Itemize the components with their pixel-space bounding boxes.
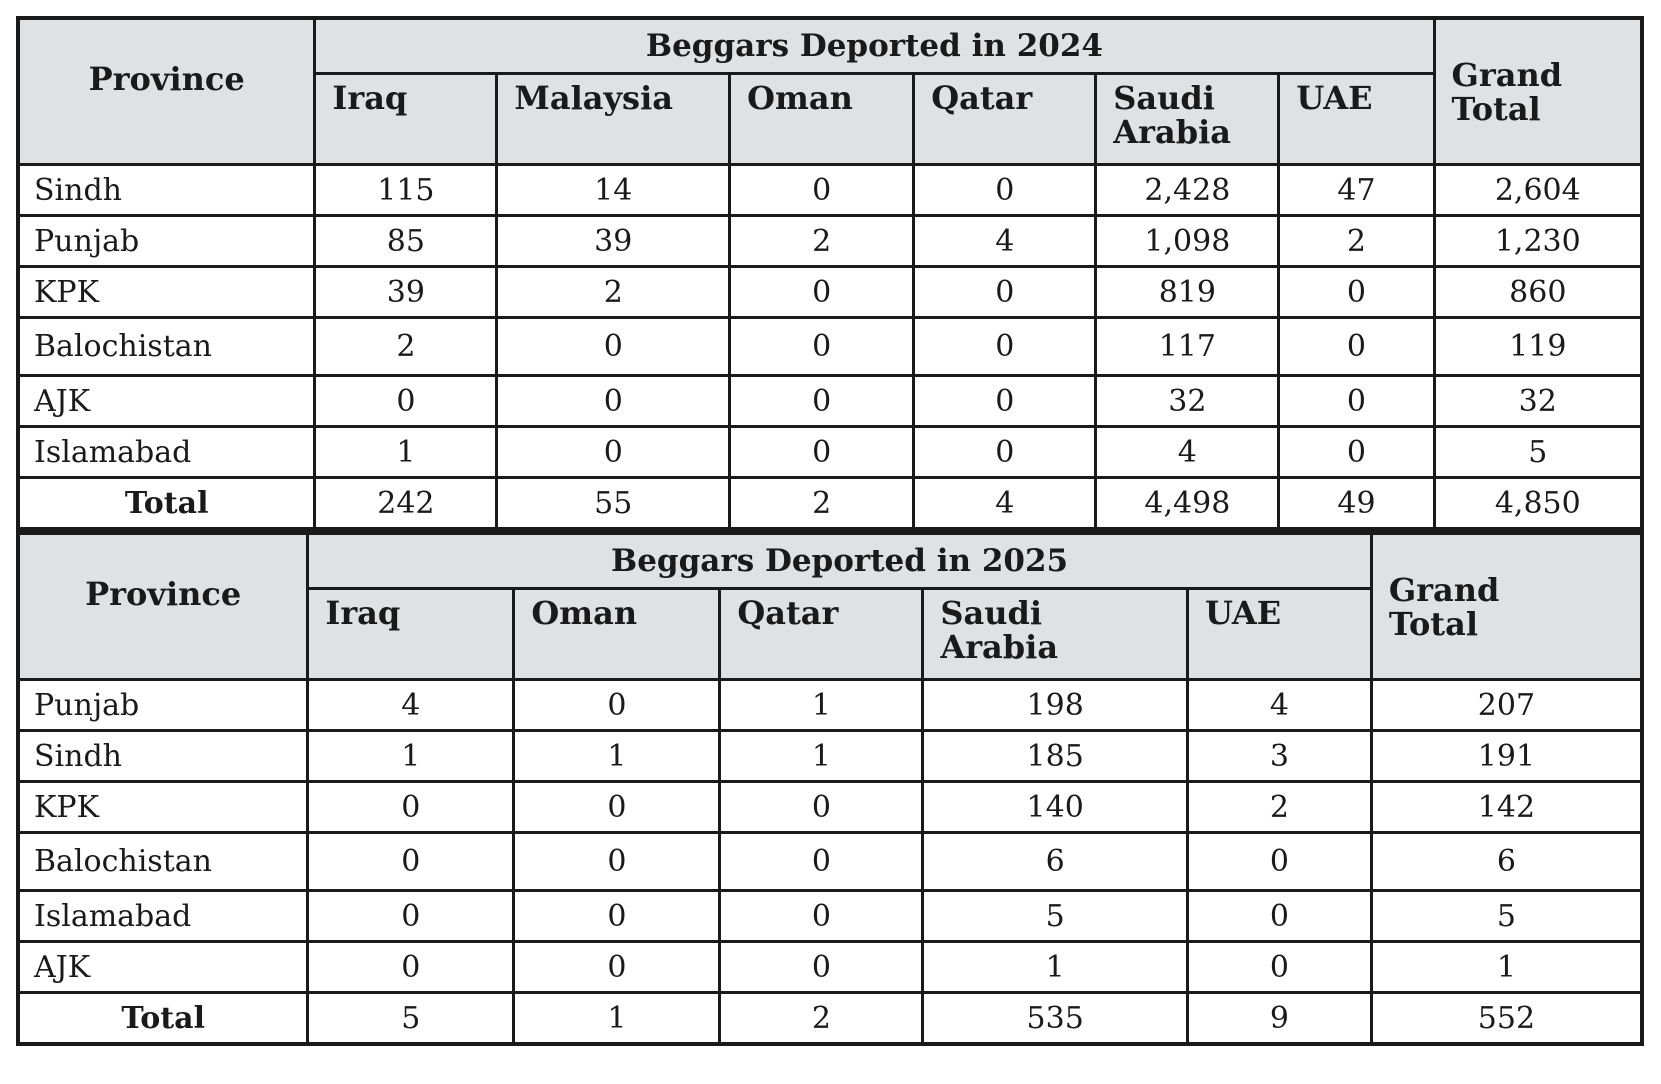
- value-cell: 4: [1187, 680, 1371, 731]
- value-cell: 0: [514, 891, 720, 942]
- column-header-line1: UAE: [1296, 79, 1373, 117]
- column-header-line1: Saudi: [1113, 79, 1215, 117]
- value-cell: 0: [514, 833, 720, 891]
- table-row: [18, 680, 1642, 731]
- column-header-line1: Qatar: [931, 79, 1033, 117]
- column-header-line1: Iraq: [325, 594, 401, 632]
- value-cell: 0: [914, 376, 1096, 427]
- value-cell: 47: [1279, 165, 1434, 216]
- grand-total-cell: 6: [1371, 833, 1642, 891]
- table-row: [18, 782, 1642, 833]
- province-cell: KPK: [18, 782, 308, 833]
- total-cell: 2: [730, 478, 914, 530]
- column-header-line1: Oman: [747, 79, 853, 117]
- column-header-line2: Arabia: [1113, 113, 1231, 151]
- tables-container: [16, 16, 1644, 1046]
- value-cell: 0: [720, 782, 923, 833]
- table-row: [18, 731, 1642, 782]
- grand-total-cell: 191: [1371, 731, 1642, 782]
- grand-total-cell: 4,850: [1434, 478, 1642, 530]
- value-cell: 1: [308, 731, 514, 782]
- grand-total-cell: 119: [1434, 318, 1642, 376]
- value-cell: 0: [730, 376, 914, 427]
- value-cell: 0: [514, 782, 720, 833]
- column-header: [514, 589, 720, 680]
- grand-total-cell: 5: [1434, 427, 1642, 478]
- total-row: [18, 478, 1642, 530]
- total-cell: 9: [1187, 993, 1371, 1045]
- province-cell: Punjab: [18, 680, 308, 731]
- total-label: Total: [18, 993, 308, 1045]
- column-header-line1: Qatar: [737, 594, 839, 632]
- value-cell: 4: [914, 216, 1096, 267]
- total-cell: 535: [923, 993, 1188, 1045]
- group-title-2024: Beggars Deported in 2024: [315, 18, 1434, 74]
- value-cell: 0: [914, 165, 1096, 216]
- table-row: [18, 891, 1642, 942]
- column-header-line1: Oman: [531, 594, 638, 632]
- value-cell: 2: [730, 216, 914, 267]
- value-cell: 1: [923, 942, 1188, 993]
- grand-total-header: [1434, 18, 1642, 165]
- value-cell: 0: [1279, 427, 1434, 478]
- province-cell: Islamabad: [18, 891, 308, 942]
- value-cell: 3: [1187, 731, 1371, 782]
- value-cell: 0: [308, 782, 514, 833]
- value-cell: 0: [720, 942, 923, 993]
- province-cell: Sindh: [18, 731, 308, 782]
- value-cell: 0: [914, 427, 1096, 478]
- value-cell: 117: [1096, 318, 1279, 376]
- value-cell: 14: [497, 165, 730, 216]
- grand-total-cell: 1: [1371, 942, 1642, 993]
- value-cell: 0: [1279, 318, 1434, 376]
- grand-total-header-line1: Grand: [1451, 55, 1563, 94]
- grand-total-cell: 32: [1434, 376, 1642, 427]
- total-cell: 4: [914, 478, 1096, 530]
- table-row: [18, 833, 1642, 891]
- column-header-line1: UAE: [1204, 594, 1282, 632]
- value-cell: 198: [923, 680, 1188, 731]
- province-cell: Balochistan: [18, 318, 315, 376]
- group-title-2025: Beggars Deported in 2025: [308, 533, 1371, 589]
- table-2025: [16, 531, 1644, 1046]
- table-row: [18, 376, 1642, 427]
- total-cell: 1: [514, 993, 720, 1045]
- table-row: [18, 427, 1642, 478]
- province-cell: Balochistan: [18, 833, 308, 891]
- value-cell: 0: [1187, 942, 1371, 993]
- value-cell: 85: [315, 216, 497, 267]
- column-header: [1279, 74, 1434, 165]
- value-cell: 0: [730, 318, 914, 376]
- table-2024-header-row-1: [18, 18, 1642, 74]
- value-cell: 1: [315, 427, 497, 478]
- value-cell: 0: [308, 942, 514, 993]
- value-cell: 0: [514, 680, 720, 731]
- value-cell: 2: [1187, 782, 1371, 833]
- column-header: [308, 589, 514, 680]
- total-cell: 5: [308, 993, 514, 1045]
- value-cell: 0: [1187, 833, 1371, 891]
- total-cell: 2: [720, 993, 923, 1045]
- column-header: [914, 74, 1096, 165]
- value-cell: 0: [308, 891, 514, 942]
- province-cell: Islamabad: [18, 427, 315, 478]
- grand-total-cell: 2,604: [1434, 165, 1642, 216]
- table-2025-header-row-1: [18, 533, 1642, 589]
- value-cell: 6: [923, 833, 1188, 891]
- total-row: [18, 993, 1642, 1045]
- value-cell: 0: [308, 833, 514, 891]
- value-cell: 0: [315, 376, 497, 427]
- table-row: [18, 165, 1642, 216]
- province-cell: Sindh: [18, 165, 315, 216]
- total-cell: 4,498: [1096, 478, 1279, 530]
- value-cell: 4: [1096, 427, 1279, 478]
- grand-total-header-line2: Total: [1388, 604, 1478, 643]
- grand-total-cell: 207: [1371, 680, 1642, 731]
- column-header: [730, 74, 914, 165]
- value-cell: 0: [720, 833, 923, 891]
- column-header-line2: Arabia: [940, 628, 1059, 666]
- value-cell: 5: [923, 891, 1188, 942]
- column-header: [720, 589, 923, 680]
- value-cell: 2: [315, 318, 497, 376]
- value-cell: 0: [914, 318, 1096, 376]
- province-cell: AJK: [18, 942, 308, 993]
- column-header: [497, 74, 730, 165]
- table-row: [18, 942, 1642, 993]
- value-cell: 0: [514, 942, 720, 993]
- value-cell: 0: [1279, 376, 1434, 427]
- total-cell: 49: [1279, 478, 1434, 530]
- value-cell: 140: [923, 782, 1188, 833]
- column-header-line1: Malaysia: [514, 79, 673, 117]
- column-header: [315, 74, 497, 165]
- value-cell: 32: [1096, 376, 1279, 427]
- value-cell: 1: [514, 731, 720, 782]
- table-row: [18, 216, 1642, 267]
- value-cell: 1: [720, 731, 923, 782]
- value-cell: 1: [720, 680, 923, 731]
- value-cell: 0: [914, 267, 1096, 318]
- table-row: [18, 267, 1642, 318]
- grand-total-cell: 1,230: [1434, 216, 1642, 267]
- table-row: [18, 318, 1642, 376]
- province-cell: Punjab: [18, 216, 315, 267]
- value-cell: 185: [923, 731, 1188, 782]
- total-cell: 242: [315, 478, 497, 530]
- value-cell: 0: [497, 427, 730, 478]
- value-cell: 115: [315, 165, 497, 216]
- value-cell: 2: [497, 267, 730, 318]
- value-cell: 0: [720, 891, 923, 942]
- value-cell: 39: [497, 216, 730, 267]
- total-label: Total: [18, 478, 315, 530]
- grand-total-header-line2: Total: [1451, 89, 1541, 128]
- value-cell: 0: [497, 376, 730, 427]
- grand-total-cell: 860: [1434, 267, 1642, 318]
- total-cell: 55: [497, 478, 730, 530]
- grand-total-cell: 142: [1371, 782, 1642, 833]
- grand-total-header-line1: Grand: [1388, 570, 1500, 609]
- column-header-line1: Saudi: [940, 594, 1042, 632]
- value-cell: 0: [1279, 267, 1434, 318]
- province-header: Province: [18, 18, 315, 165]
- column-header: [923, 589, 1188, 680]
- province-cell: AJK: [18, 376, 315, 427]
- value-cell: 819: [1096, 267, 1279, 318]
- value-cell: 0: [730, 267, 914, 318]
- value-cell: 0: [1187, 891, 1371, 942]
- column-header: [1187, 589, 1371, 680]
- grand-total-header: [1371, 533, 1642, 680]
- column-header-line1: Iraq: [332, 79, 408, 117]
- value-cell: 2,428: [1096, 165, 1279, 216]
- value-cell: 0: [730, 165, 914, 216]
- value-cell: 0: [730, 427, 914, 478]
- grand-total-cell: 552: [1371, 993, 1642, 1045]
- value-cell: 1,098: [1096, 216, 1279, 267]
- value-cell: 0: [497, 318, 730, 376]
- value-cell: 2: [1279, 216, 1434, 267]
- value-cell: 39: [315, 267, 497, 318]
- province-header: Province: [18, 533, 308, 680]
- province-cell: KPK: [18, 267, 315, 318]
- column-header: [1096, 74, 1279, 165]
- table-2024: [16, 16, 1644, 531]
- value-cell: 4: [308, 680, 514, 731]
- grand-total-cell: 5: [1371, 891, 1642, 942]
